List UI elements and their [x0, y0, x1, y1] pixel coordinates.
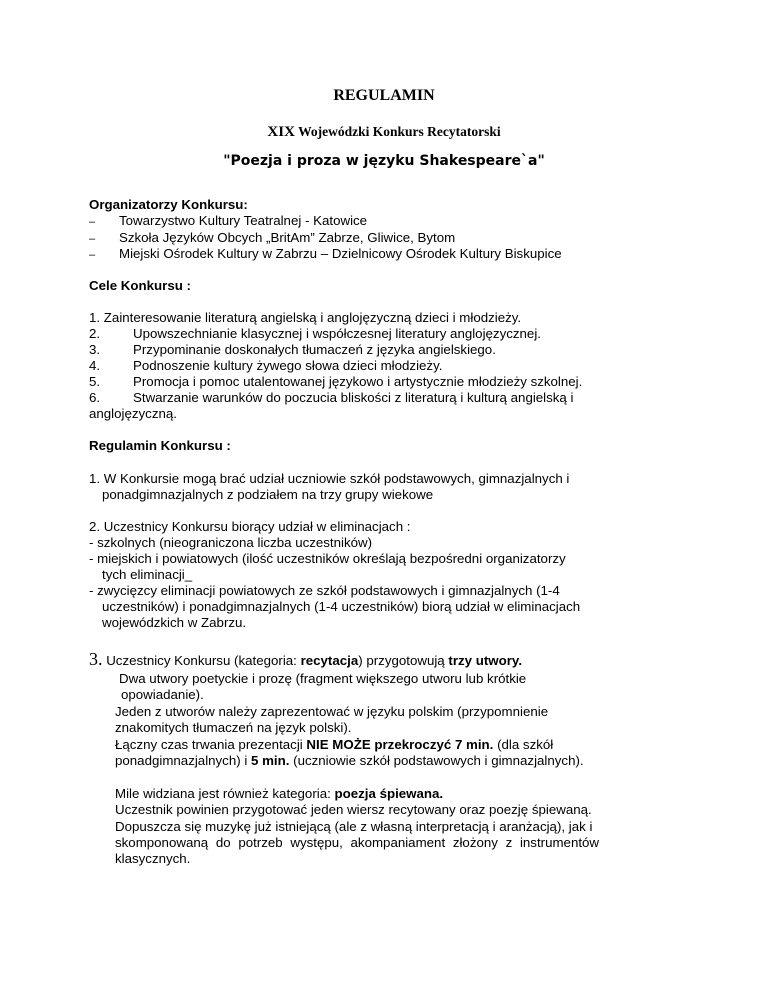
organizer-text: Miejski Ośrodek Kultury w Zabrzu – Dzielnicowy Ośrodek Kultury Biskupice [119, 246, 562, 261]
text-span: (dla szkół [493, 737, 554, 752]
time-limit-short: 5 min. [251, 753, 290, 768]
goal-number: 3. [89, 342, 101, 357]
rule-3-number: 3. [89, 649, 103, 669]
organizer-text: Towarzystwo Kultury Teatralnej - Katowice [119, 213, 368, 228]
goal-item [89, 310, 521, 326]
sung-poetry-line: Dopuszcza się muzykę już istniejącą (ale z własną interpretacją i aranżacją), jak i [115, 819, 593, 834]
rule-2-intro: 2. Uczestnicy Konkursu biorący udział w eliminacjach : [89, 519, 411, 534]
rule-3-line [115, 753, 584, 769]
bullet: – [89, 216, 96, 228]
category-sung-poetry: poezja śpiewana. [334, 786, 444, 801]
goal-text: Stwarzanie warunków do poczucia bliskości z literaturą i kulturą angielską i [133, 390, 574, 405]
goal-text: Upowszechnianie klasycznej i współczesnej literatury anglojęzycznej. [133, 326, 541, 341]
rule-2-item-cont: uczestników) i ponadgimnazjalnych (1-4 uczestników) biorą udział w eliminacjach [102, 599, 581, 614]
goals-heading: Cele Konkursu : [89, 278, 191, 293]
organizer-item [89, 213, 95, 230]
sung-poetry-line: skomponowaną do potrzeb występu, akompaniament złożony z instrumentów [115, 835, 600, 850]
text-span: ponadgimnazjalnych) i [115, 753, 252, 768]
goal-number: 5. [89, 374, 101, 389]
category-recytacja: recytacja [300, 653, 359, 668]
competition-subtitle [0, 124, 768, 141]
rule-2-item-cont: tych eliminacji_ [102, 567, 193, 582]
document-title: REGULAMIN [333, 87, 435, 104]
rule-3-line: opowiadanie). [121, 687, 204, 702]
text-span: Mile widziana jest również kategoria: [115, 786, 335, 801]
text-span: Łączny czas trwania prezentacji [115, 737, 307, 752]
rule-2-item: - zwycięzcy eliminacji powiatowych ze szkół podstawowych i gimnazjalnych (1-4 [89, 583, 560, 598]
rule-2-item-cont: wojewódzkich w Zabrzu. [102, 615, 247, 630]
sung-poetry-line: Uczestnik powinien przygotować jeden wiersz recytowany oraz poezję śpiewaną. [115, 802, 592, 817]
goal-number: 2. [89, 326, 101, 341]
text-span: Uczestnicy Konkursu (kategoria: [102, 653, 301, 668]
rules-heading: Regulamin Konkursu : [89, 438, 231, 453]
goal-text: Promocja i pomoc utalentowanej językowo i artystycznie młodzieży szkolnej. [133, 374, 583, 389]
contest-name: "Poezja i proza w języku Shakespeare`a" [223, 153, 545, 169]
rule-3-line: znakomitych tłumaczeń na język polski). [115, 720, 352, 735]
goal-text-continued: anglojęzyczną. [89, 406, 177, 421]
rule-3-line: Dwa utwory poetyckie i prozę (fragment większego utworu lub krótkie [119, 671, 527, 686]
bullet: – [89, 249, 96, 261]
time-limit: NIE MOŻE przekroczyć 7 min. [306, 737, 494, 752]
bullet: – [89, 233, 96, 245]
goal-number: 1. [89, 310, 101, 325]
rule-3-line: Jeden z utworów należy zaprezentować w języku polskim (przypomnienie [115, 704, 549, 719]
organizer-item [89, 246, 95, 263]
text-span: ) przygotowują [358, 653, 449, 668]
goal-text: Zainteresowanie literaturą angielską i anglojęzyczną dzieci i młodzieży. [103, 310, 522, 325]
goal-number: 6. [89, 390, 101, 405]
rule-3-line [89, 651, 522, 669]
goal-text: Przypominanie doskonałych tłumaczeń z języka angielskiego. [133, 342, 496, 357]
organizer-text: Szkoła Języków Obcych „BritAm” Zabrze, Gliwice, Bytom [119, 230, 456, 245]
rule-2-item: - szkolnych (nieograniczona liczba uczestników) [89, 535, 373, 550]
sung-poetry-line: klasycznych. [115, 851, 191, 866]
sung-poetry-line [115, 786, 443, 802]
organizers-heading: Organizatorzy Konkursu: [89, 197, 248, 212]
goal-number: 4. [89, 358, 101, 373]
organizer-item [89, 230, 95, 247]
edition-number: XIX [267, 124, 295, 140]
rule-2-item: - miejskich i powiatowych (ilość uczestników określają bezpośredni organizatorzy [89, 551, 566, 566]
rule-1-line: 1. W Konkursie mogą brać udział uczniowie szkół podstawowych, gimnazjalnych i [89, 471, 570, 486]
competition-type: Wojewódzki Konkurs Recytatorski [298, 124, 501, 139]
rule-1-line: ponadgimnazjalnych z podziałem na trzy grupy wiekowe [102, 487, 434, 502]
goal-text: Podnoszenie kultury żywego słowa dzieci młodzieży. [133, 358, 443, 373]
three-pieces: trzy utwory. [448, 653, 523, 668]
text-span: (uczniowie szkół podstawowych i gimnazjalnych). [289, 753, 584, 768]
rule-3-line [115, 737, 553, 753]
